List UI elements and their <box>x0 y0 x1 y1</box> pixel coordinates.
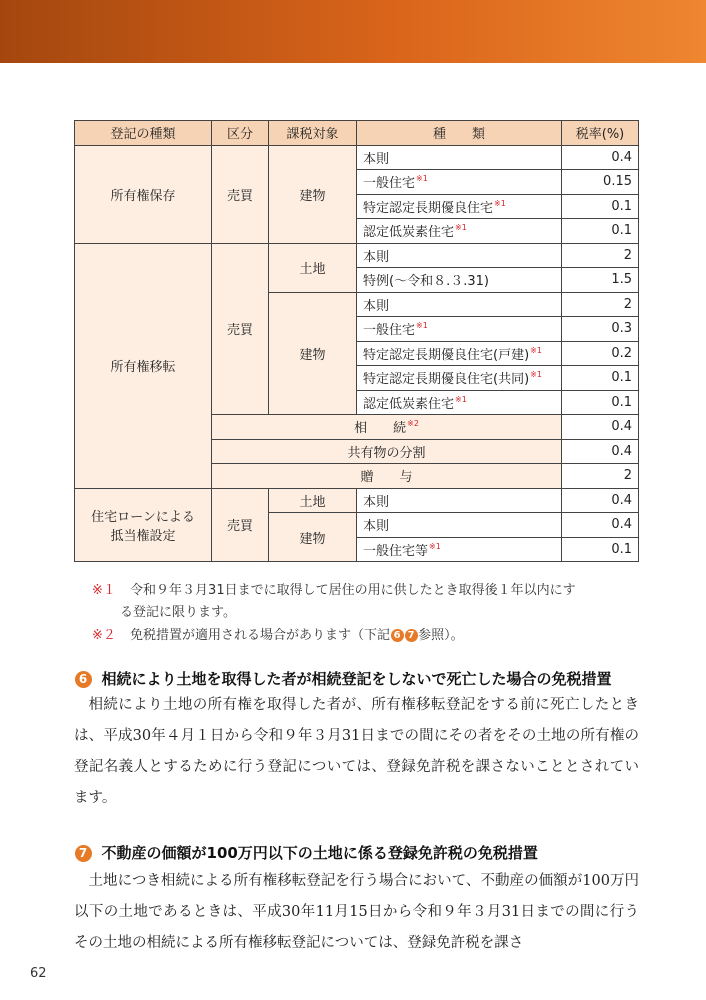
footnote-2-mark: ※２ <box>92 628 116 643</box>
row-label-merged: 共有物の分割 <box>212 439 562 464</box>
footnote-1-text-cont: る登記に限ります。 <box>120 605 236 620</box>
section-7-heading <box>74 842 538 863</box>
footnote-1-mark: ※１ <box>92 583 116 598</box>
row-rate: 0.4 <box>562 488 639 513</box>
kind-teito: 住宅ローンによる 抵当権設定 <box>75 488 212 562</box>
row-rate: 0.4 <box>562 439 639 464</box>
table-row <box>75 488 639 513</box>
section-6-heading <box>74 668 612 689</box>
row-rate: 0.1 <box>562 194 639 219</box>
section-6-badge: 6 <box>75 671 92 688</box>
header-shurui: 種 類 <box>357 121 562 146</box>
row-label: 本則 <box>357 243 562 268</box>
header-taisho: 課税対象 <box>269 121 357 146</box>
header-kind: 登記の種類 <box>75 121 212 146</box>
badge-7: 7 <box>405 629 418 642</box>
header-rate: 税率(%) <box>562 121 639 146</box>
footnote-2-text: 免税措置が適用される場合があります（下記 <box>130 628 391 643</box>
page-number: 62 <box>30 966 47 981</box>
tax-rate-table <box>74 120 639 562</box>
row-label: 特定認定長期優良住宅$^{※1}$ <box>357 194 562 219</box>
row-rate: 0.4 <box>562 145 639 170</box>
taisho-cell: 土地 <box>269 243 357 292</box>
top-color-band <box>0 0 706 63</box>
row-label: 本則 <box>357 292 562 317</box>
row-rate: 0.1 <box>562 537 639 562</box>
row-label: 本則 <box>357 145 562 170</box>
footnote-2-text-end: 参照）。 <box>418 628 464 643</box>
section-7-badge: 7 <box>75 845 92 862</box>
header-kubun: 区分 <box>212 121 269 146</box>
row-rate: 0.15 <box>562 170 639 195</box>
row-rate: 0.2 <box>562 341 639 366</box>
row-label: 一般住宅$^{※1}$ <box>357 170 562 195</box>
taisho-cell: 建物 <box>269 513 357 562</box>
row-label: 特例(～令和８.３.31) <box>357 268 562 293</box>
row-label: 本則 <box>357 513 562 538</box>
taisho-cell: 土地 <box>269 488 357 513</box>
row-rate: 0.4 <box>562 513 639 538</box>
kubun-cell: 売買 <box>212 145 269 243</box>
row-label: 一般住宅$^{※1}$ <box>357 317 562 342</box>
row-rate: 0.1 <box>562 219 639 244</box>
table-row <box>75 243 639 268</box>
footnote-2 <box>92 625 652 647</box>
section-7-title: 不動産の価額が100万円以下の土地に係る登録免許税の免税措置 <box>101 844 538 862</box>
row-rate: 2 <box>562 292 639 317</box>
row-label: 認定低炭素住宅$^{※1}$ <box>357 219 562 244</box>
row-label: 本則 <box>357 488 562 513</box>
row-label-merged: 贈 与 <box>212 464 562 489</box>
section-7-body: 土地につき相続による所有権移転登記を行う場合において、不動産の価額が100万円以下の土地であるときは、平成30年11月15日から令和９年３月31日までの間に行うその土地の相続による所有権移転登記については、登録免許税を課さ <box>74 873 639 951</box>
kubun-cell: 売買 <box>212 488 269 562</box>
section-6-title: 相続により土地を取得した者が相続登記をしないで死亡した場合の免税措置 <box>101 670 612 688</box>
kind-hozon: 所有権保存 <box>75 145 212 243</box>
row-label: 認定低炭素住宅$^{※1}$ <box>357 390 562 415</box>
kubun-cell: 売買 <box>212 243 269 415</box>
footnote-1 <box>92 580 652 624</box>
row-rate: 0.4 <box>562 415 639 440</box>
table-header-row <box>75 121 639 146</box>
row-rate: 1.5 <box>562 268 639 293</box>
section-6-body: 相続により土地の所有権を取得した者が、所有権移転登記をする前に死亡したときは、平成30年４月１日から令和９年３月31日までの間にその者をその土地の所有権の登記名義人とするために行う登記については、登録免許税を課さないこととされています。 <box>74 697 639 806</box>
row-rate: 0.1 <box>562 366 639 391</box>
badge-6: 6 <box>391 629 404 642</box>
row-rate: 2 <box>562 243 639 268</box>
row-label-merged: 相 続$^{※2}$ <box>212 415 562 440</box>
row-label: 特定認定長期優良住宅(共同)$^{※1}$ <box>357 366 562 391</box>
taisho-cell: 建物 <box>269 292 357 415</box>
row-label: 特定認定長期優良住宅(戸建)$^{※1}$ <box>357 341 562 366</box>
taisho-cell: 建物 <box>269 145 357 243</box>
row-rate: 0.1 <box>562 390 639 415</box>
kind-iten: 所有権移転 <box>75 243 212 488</box>
row-label: 一般住宅等$^{※1}$ <box>357 537 562 562</box>
row-rate: 0.3 <box>562 317 639 342</box>
footnote-1-text: 令和９年３月31日までに取得して居住の用に供したとき取得後１年以内にす <box>130 583 576 598</box>
row-rate: 2 <box>562 464 639 489</box>
table-row <box>75 145 639 170</box>
